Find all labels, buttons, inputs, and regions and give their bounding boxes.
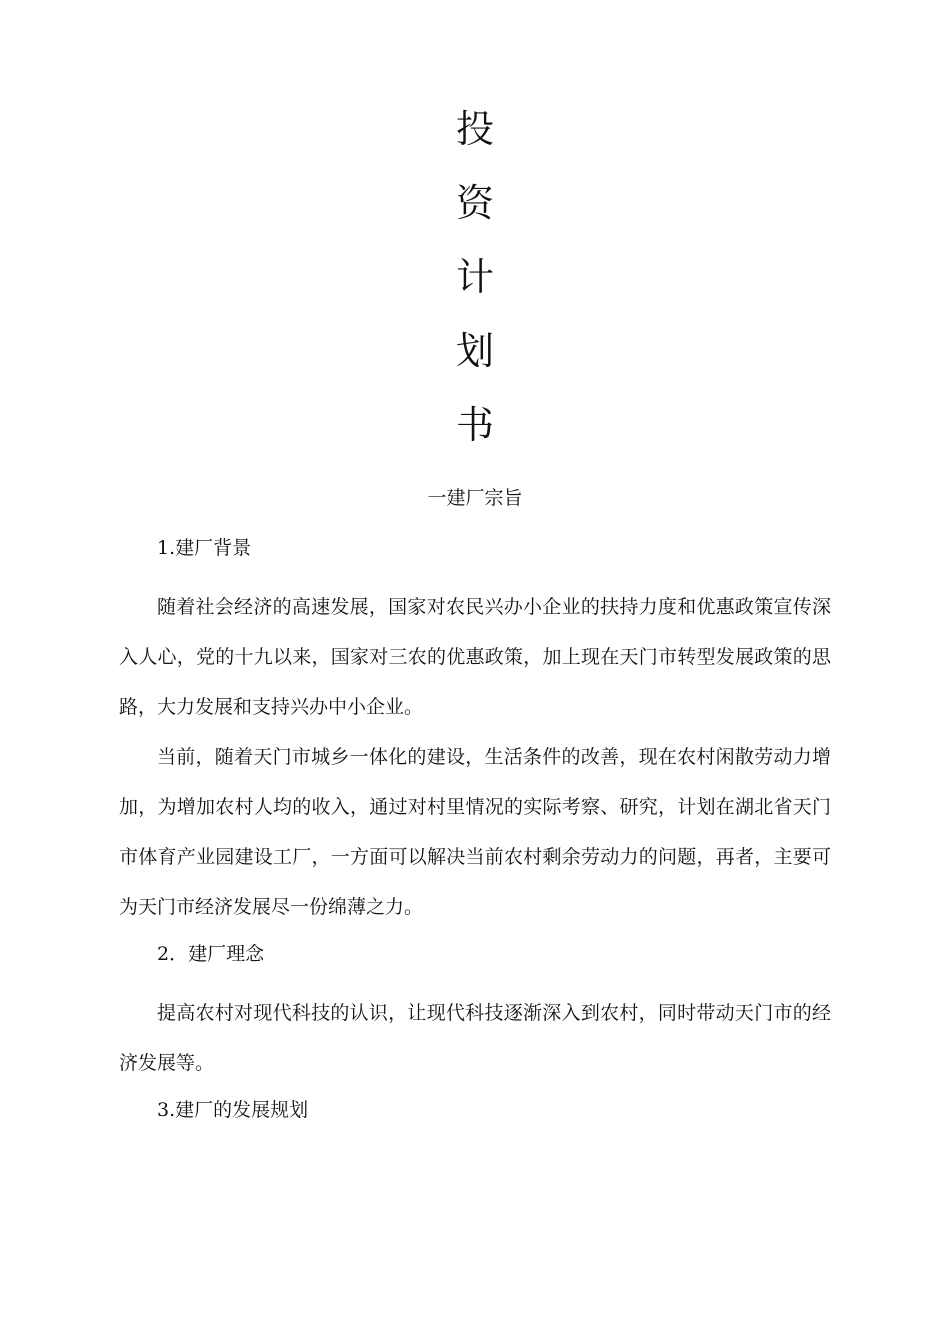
paragraph: 随着社会经济的高速发展，国家对农民兴办小企业的扶持力度和优惠政策宣传深入人心，党的十九以来，国家对三农的优惠政策，加上现在天门市转型发展政策的思路，大力发展和支持兴办中小企业。 xyxy=(119,596,831,718)
paragraph: 当前，随着天门市城乡一体化的建设，生活条件的改善，现在农村闲散劳动力增加，为增加农村人均的收入，通过对村里情况的实际考察、研究，计划在湖北省天门市体育产业园建设工厂，一方面可以解决当前农村剩余劳动力的问题，再者，主要可为天门市经济发展尽一份绵薄之力。 xyxy=(119,746,831,918)
title-char: 书 xyxy=(455,403,494,447)
title-char: 资 xyxy=(455,181,494,225)
subsection-heading-background: 1.建厂背景 xyxy=(157,537,252,559)
subsection-heading-plan: 3.建厂的发展规划 xyxy=(157,1099,309,1121)
title-char: 划 xyxy=(455,329,494,373)
title-char: 计 xyxy=(455,255,494,299)
document-title xyxy=(0,92,950,462)
section-heading: 一建厂宗旨 xyxy=(427,487,523,509)
title-char: 投 xyxy=(455,107,494,151)
paragraph: 提高农村对现代科技的认识，让现代科技逐渐深入到农村，同时带动天门市的经济发展等。 xyxy=(119,1002,831,1074)
subsection-heading-concept: 2．建厂理念 xyxy=(157,943,265,965)
document-body xyxy=(119,532,831,1144)
